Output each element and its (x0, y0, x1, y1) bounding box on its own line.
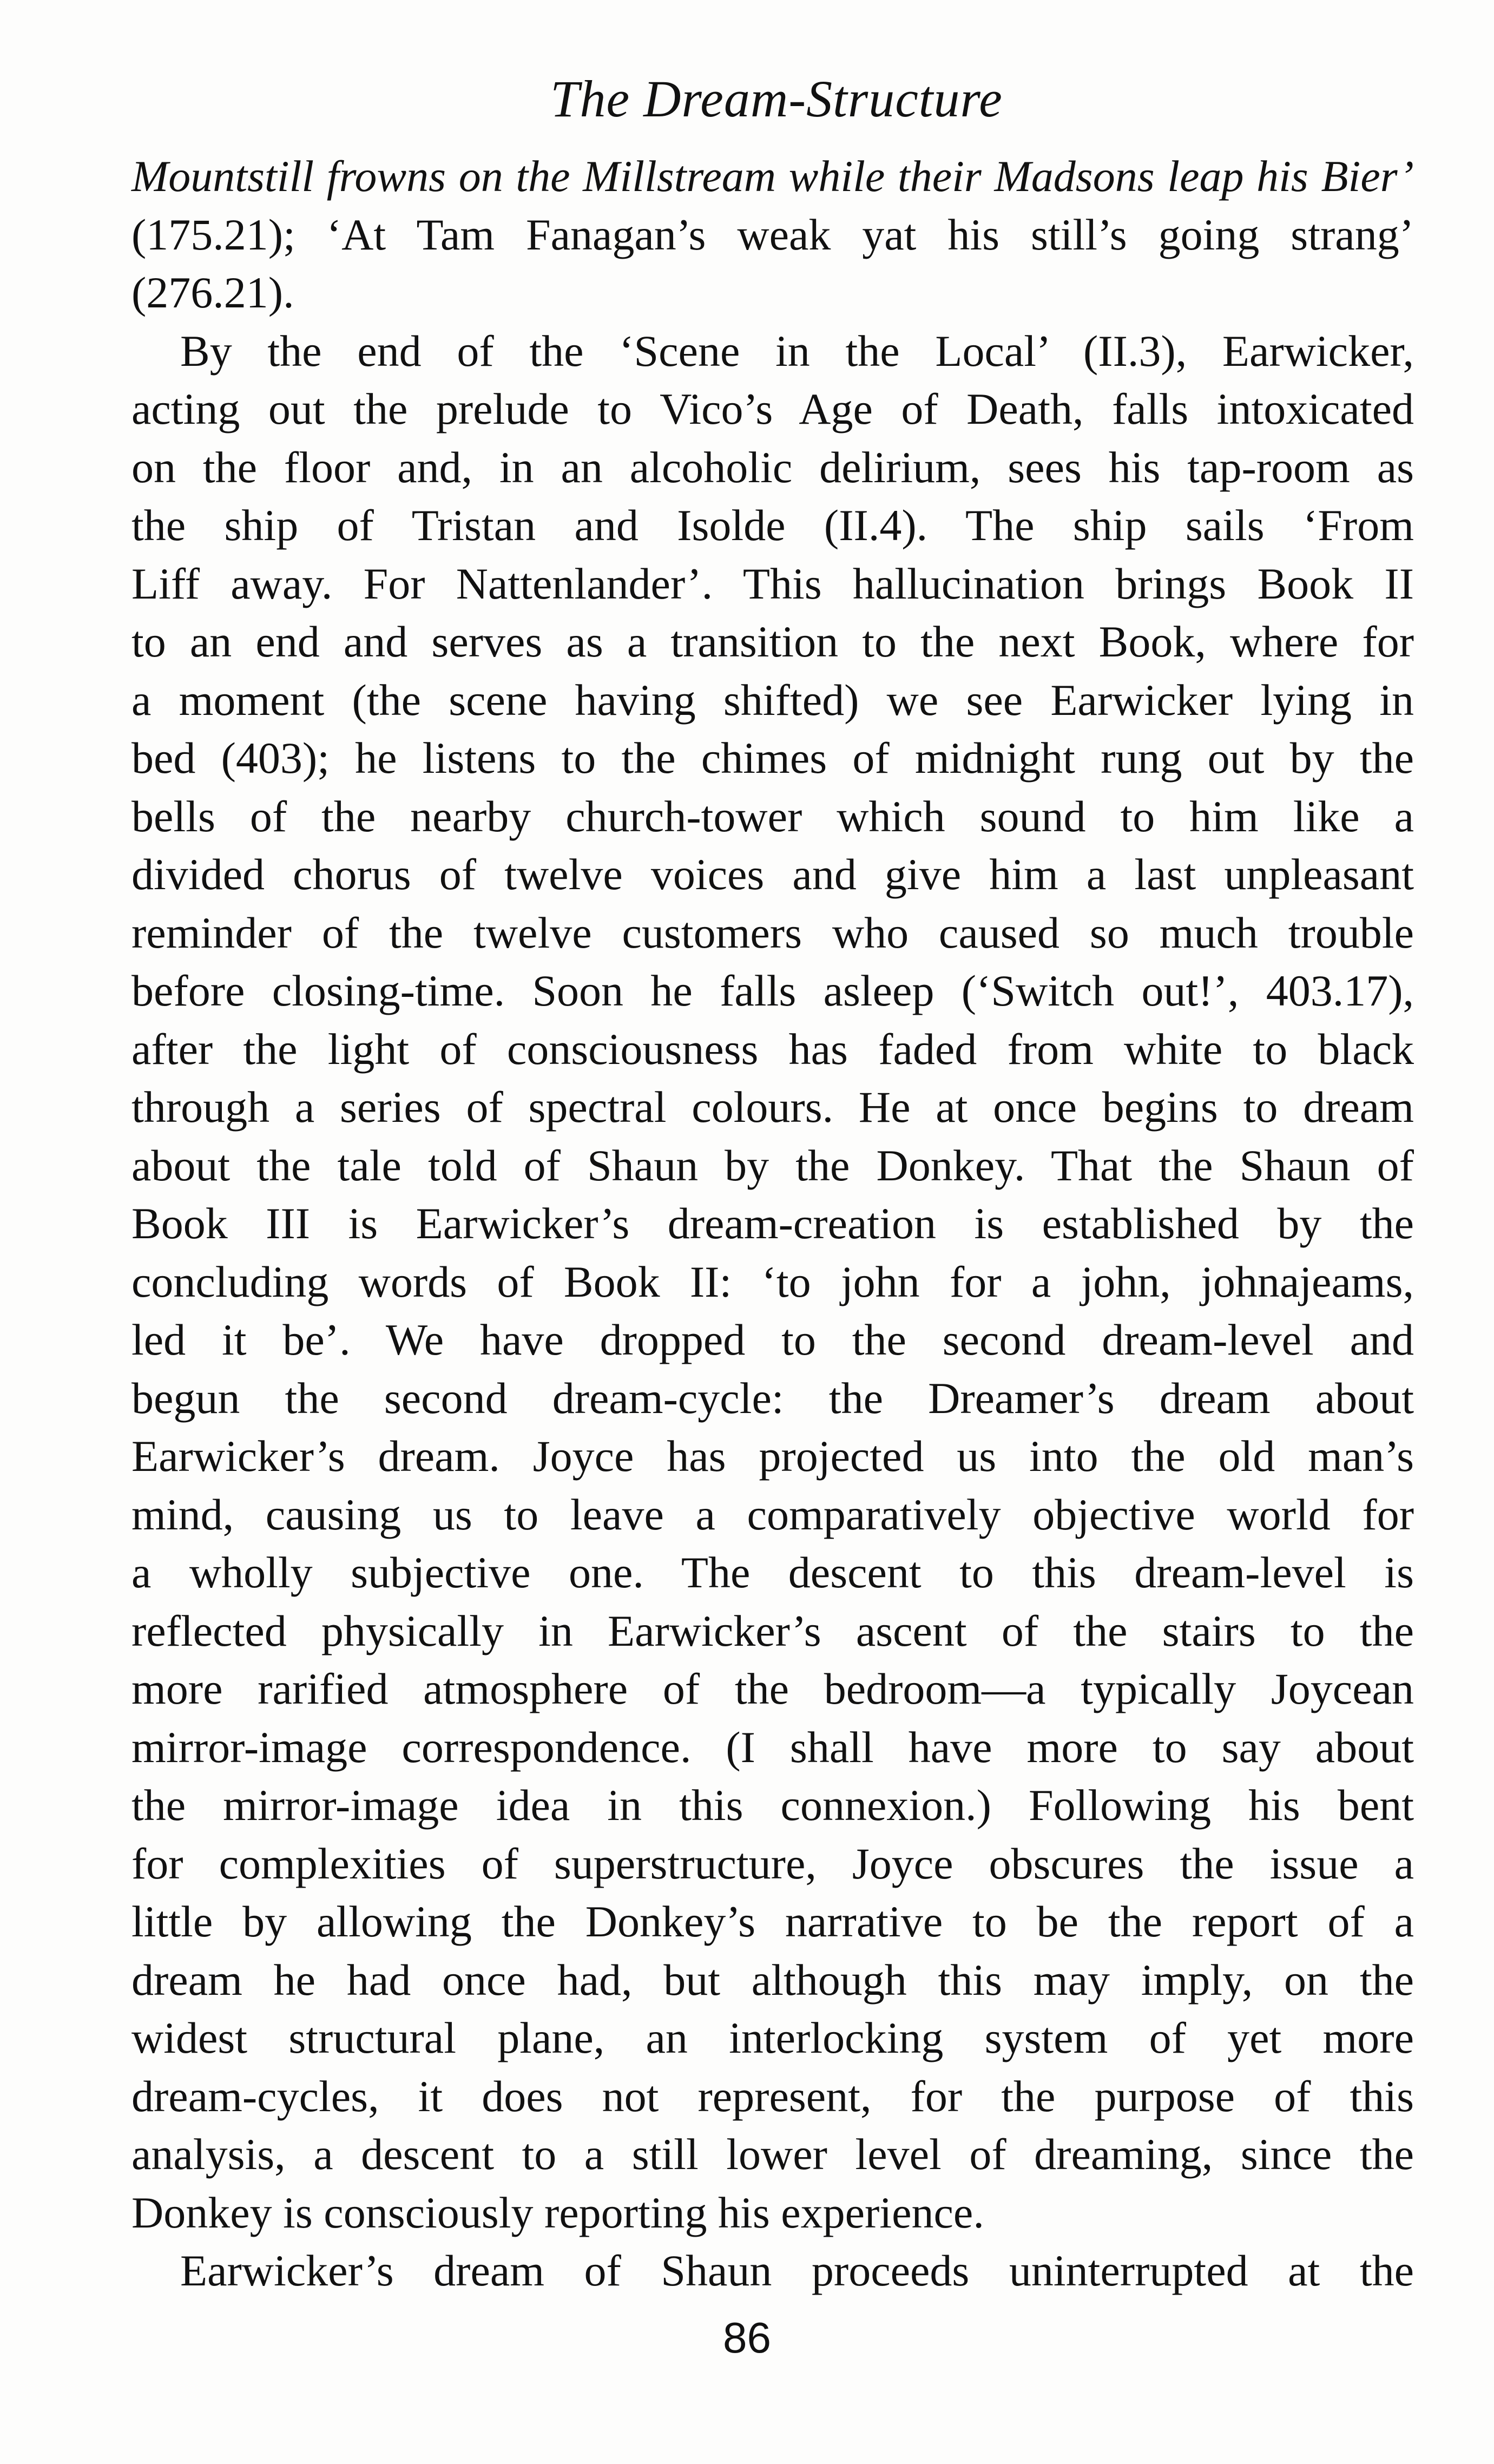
text-line: to an end and serves as a transition to the next Book, where for (131, 617, 1414, 666)
text-line: widest structural plane, an interlocking system of yet more (131, 2013, 1414, 2062)
text-line: Mountstill frowns on the Millstream while their Madsons leap his Bier’ (131, 152, 1414, 201)
text-line: more rarified atmosphere of the bedroom—a typically Joycean (131, 1664, 1414, 1713)
paragraph-first-line: By the end of the ‘Scene in the Local’ (II.3), Earwicker, (180, 326, 1414, 376)
text-line: Book III is Earwicker’s dream-creation is established by the (131, 1199, 1414, 1248)
text-line: mind, causing us to leave a comparatively objective world for (131, 1489, 1414, 1539)
text-line: about the tale told of Shaun by the Donkey. That the Shaun of (131, 1140, 1414, 1190)
text-line: led it be’. We have dropped to the second dream-level and (131, 1315, 1414, 1364)
text-line: bed (403); he listens to the chimes of midnight rung out by the (131, 733, 1414, 783)
text-line: (175.21); ‘At Tam Fanagan’s weak yat his still’s going strang’ (131, 209, 1414, 259)
text-line: reflected physically in Earwicker’s ascent of the stairs to the (131, 1606, 1414, 1655)
page-number: 86 (723, 2314, 771, 2362)
text-line: (276.21). (131, 268, 294, 317)
text-line: on the floor and, in an alcoholic delirium, sees his tap-room as (131, 442, 1414, 492)
text-line: acting out the prelude to Vico’s Age of Death, falls intoxicated (131, 384, 1414, 433)
text-line: Liff away. For Nattenlander’. This hallucination brings Book II (131, 558, 1414, 608)
text-line: a moment (the scene having shifted) we see Earwicker lying in (131, 675, 1414, 725)
running-head: The Dream-Structure (550, 70, 1003, 128)
text-line: before closing-time. Soon he falls asleep (‘Switch out!’, 403.17), (131, 966, 1414, 1015)
text-line: Earwicker’s dream. Joyce has projected us into the old man’s (131, 1431, 1414, 1481)
text-line: reminder of the twelve customers who caused so much trouble (131, 908, 1414, 957)
text-line: divided chorus of twelve voices and give him a last unpleasant (131, 850, 1414, 899)
text-line: dream he had once had, but although this may imply, on the (131, 1955, 1414, 2005)
text-line: little by allowing the Donkey’s narrative to be the report of a (131, 1897, 1414, 1946)
text-line: dream-cycles, it does not represent, for the purpose of this (131, 2071, 1414, 2121)
text-line: begun the second dream-cycle: the Dreamer’s dream about (131, 1373, 1414, 1423)
text-line: the mirror-image idea in this connexion.) Following his bent (131, 1780, 1414, 1830)
paragraph-first-line: Earwicker’s dream of Shaun proceeds uninterrupted at the (180, 2246, 1414, 2295)
text-line: concluding words of Book II: ‘to john for a john, johnajeams, (131, 1257, 1414, 1306)
text-line: mirror-image correspondence. (I shall have more to say about (131, 1722, 1414, 1772)
text-line: the ship of Tristan and Isolde (II.4). The ship sails ‘From (131, 501, 1414, 550)
text-line: a wholly subjective one. The descent to this dream-level is (131, 1548, 1414, 1597)
text-line: through a series of spectral colours. He at once begins to dream (131, 1082, 1414, 1132)
body-text (131, 147, 1414, 2300)
text-line: after the light of consciousness has faded from white to black (131, 1024, 1414, 1074)
text-line: bells of the nearby church-tower which sound to him like a (131, 791, 1414, 841)
text-line: for complexities of superstructure, Joyce obscures the issue a (131, 1838, 1414, 1888)
text-line: Donkey is consciously reporting his experience. (131, 2187, 984, 2237)
text-line: analysis, a descent to a still lower level of dreaming, since the (131, 2130, 1414, 2179)
